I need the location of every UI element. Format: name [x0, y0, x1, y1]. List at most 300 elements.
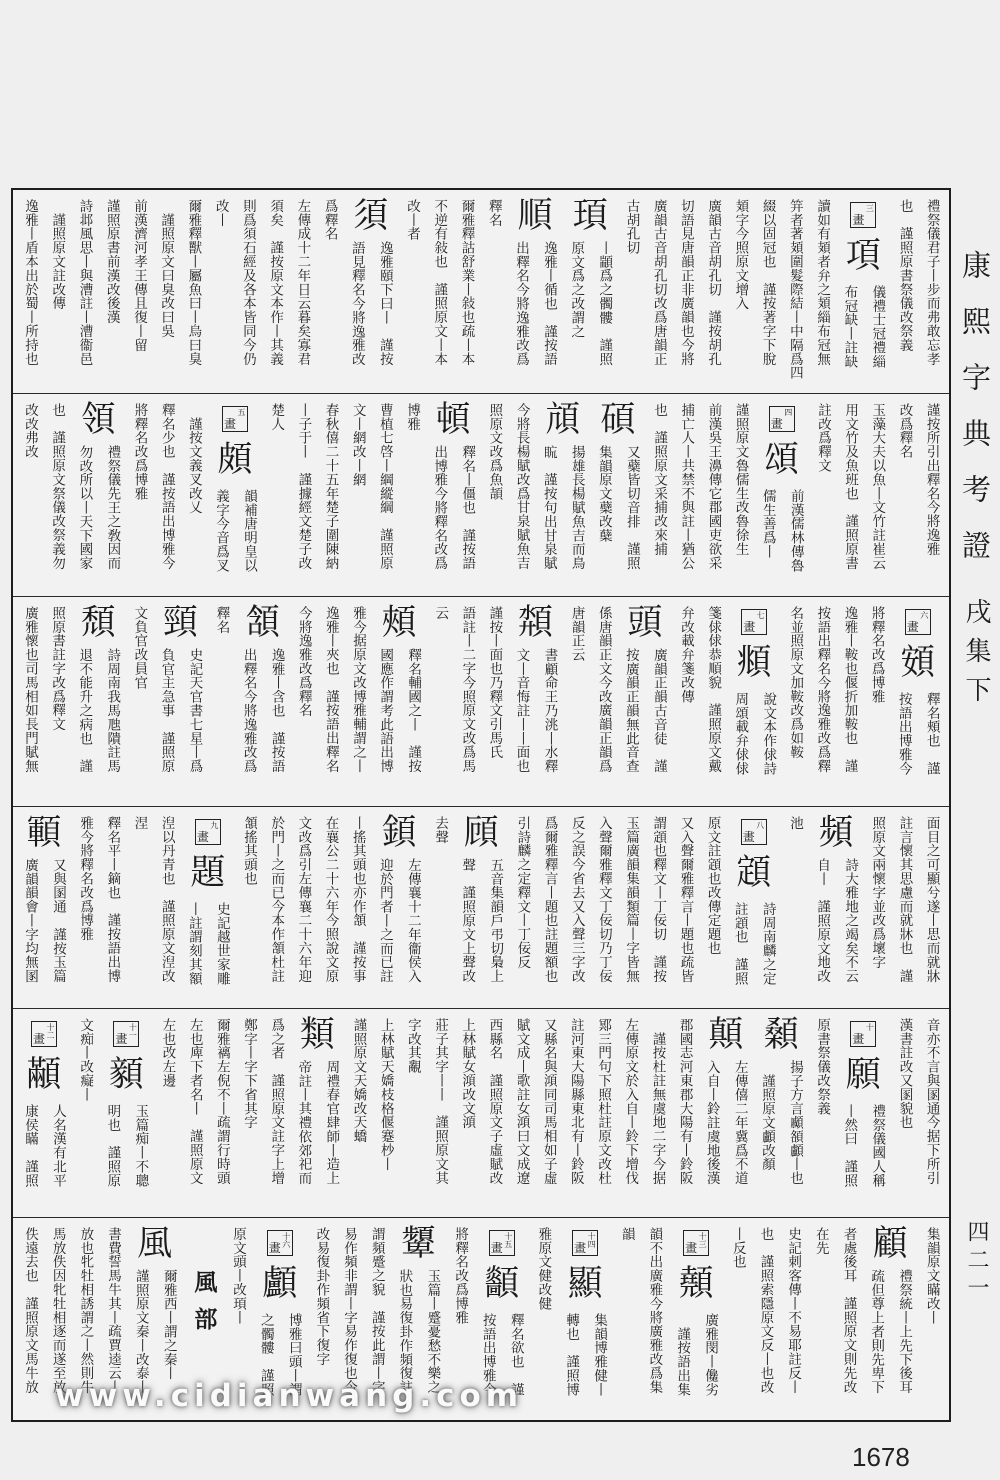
- text-column: 文改爲引左傳襄二十六年迎: [295, 816, 312, 983]
- headword: 碩: [600, 400, 636, 440]
- entry-text-column: 出博雅今將釋名改爲: [431, 445, 448, 571]
- dictionary-entry: [727, 597, 781, 775]
- text-column: 左傳原文於入自丨鈴下增伐: [622, 1018, 639, 1185]
- entry-text-column: 逸雅頤下曰丨 謹按: [376, 241, 393, 367]
- headword: 頋: [463, 813, 499, 853]
- text-column: 按語出釋名今將逸雅改爲釋: [814, 606, 831, 773]
- text-column: 雅原文健改健: [535, 1227, 552, 1311]
- text-column: 郡國志河東郡大陽有丨鈴阪: [676, 1018, 693, 1185]
- stroke-count: 十一: [128, 1023, 138, 1039]
- dictionary-entry: [17, 807, 71, 983]
- entry-text-column: 國應作謂考此語出博: [377, 648, 394, 774]
- dictionary-entry: [809, 807, 863, 983]
- text-column: 文丨網改丨網: [349, 403, 366, 487]
- entry-text-column: 揚子方言顣頟顱丨也: [786, 1060, 803, 1186]
- text-column: 改爲釋名: [896, 403, 913, 459]
- text-column: 將釋名改爲博雅: [868, 606, 885, 704]
- entry-text-column: 又與圂通 謹按玉篇: [50, 858, 66, 984]
- headword: 顙: [763, 1015, 799, 1055]
- text-column: 爲爾雅釋言丨題也註題額也: [541, 816, 558, 983]
- entry-text-column: 出釋名今將逸雅改爲: [512, 241, 529, 367]
- text-column: 註言懷其思慮而就牀也 謹: [896, 816, 913, 983]
- entry-annotation: [754, 1057, 808, 1185]
- text-column: 引詩麟之定釋文丨丁佞反: [514, 816, 531, 969]
- entry-text-column: 書顧命王乃洮丨水釋: [541, 648, 558, 774]
- text-column: 文痴丨改癡丨: [77, 1018, 94, 1102]
- headword: 頓: [435, 400, 471, 440]
- entry-annotation: [391, 1266, 445, 1394]
- entry-annotation: [17, 855, 71, 983]
- stroke-label: 畫: [685, 1241, 698, 1255]
- text-column: 入聲爾雅釋文丁佞切乃丁佞: [595, 816, 612, 983]
- text-column: 將釋名改爲博雅: [452, 1227, 469, 1325]
- text-column: 釋名少也 謹按語出博雅今: [158, 403, 175, 570]
- stroke-count-box: [31, 1021, 57, 1047]
- entry-text-column: 義字今音爲叉: [213, 489, 230, 573]
- text-column: 湼以丹青也 謹照原文湼改: [158, 816, 175, 983]
- entry-text-column: 丨註謂刻其額: [185, 902, 202, 986]
- entry-text-column: 廣雅閔丨儳劣: [702, 1313, 719, 1397]
- entry-text-column: 丨顓爲之髑髏 謹照: [596, 241, 613, 367]
- text-column: 爾雅釋獸丨屬魚曰丨烏曰臭: [185, 199, 202, 366]
- entry-text-column: 禮祭儀先王之敎因而: [104, 445, 121, 571]
- headword: 願: [845, 1055, 881, 1095]
- text-column: 笄者著頍圍髮際結丨中隔爲四: [786, 199, 803, 380]
- entry-annotation: [17, 1101, 71, 1187]
- volume-label: 戌集下: [961, 598, 991, 715]
- entry-annotation: [99, 1101, 153, 1187]
- text-column: 改丨者: [404, 199, 421, 241]
- stroke-label: 畫: [268, 1241, 281, 1255]
- dictionary-entry: [863, 1218, 917, 1394]
- dictionary-entry: [17, 1009, 71, 1187]
- text-column: 係唐韻正文今改廣韻正韻爲: [595, 606, 612, 773]
- text-column: 池: [786, 816, 803, 830]
- text-column: 語註丨二字今照原文改爲馬: [459, 606, 476, 773]
- text-column: 春秋僖二十五年楚子圍陳納: [322, 403, 339, 570]
- text-column: 云: [432, 606, 449, 620]
- text-column: 去聲: [432, 816, 449, 844]
- text-column: 釋名平丨鏑也 謹按語出博: [104, 816, 121, 983]
- entry-annotation: [809, 855, 863, 983]
- text-column: 者處後耳 謹照原文則先改: [840, 1227, 857, 1394]
- text-column: 逸雅丨盾本出於蜀丨所持也: [22, 199, 38, 366]
- text-column: 丨子于丨 謹據經文楚子改: [295, 403, 312, 570]
- stroke-count: 七: [756, 611, 766, 619]
- dictionary-entry: [754, 1009, 808, 1185]
- entry-annotation: [372, 855, 426, 983]
- text-column: 謹照原文曰臭改曰吳: [158, 199, 175, 338]
- entry-text-column: 釋名欲也 謹: [507, 1313, 524, 1397]
- text-column: 註河東大陽縣東北有丨鈴阪: [567, 1018, 584, 1185]
- headword: 顯: [567, 1264, 603, 1304]
- stroke-label: 畫: [770, 417, 783, 431]
- entry-text-column: 出釋名今將逸雅改爲: [240, 648, 257, 774]
- text-band-2: [13, 393, 949, 596]
- entry-annotation: [558, 1310, 612, 1396]
- entry-text-column: 逸雅丨含也 謹按語: [268, 648, 285, 774]
- dictionary-entry: [536, 394, 590, 570]
- text-column: 玉篇廣韻集韻類篇丨字皆無: [623, 816, 640, 983]
- headword: 頷: [245, 603, 281, 643]
- text-column: 又入聲爾雅釋言丨題也疏皆: [677, 816, 694, 983]
- stroke-count: 三: [865, 204, 875, 212]
- headword: 頫: [736, 643, 772, 683]
- text-column: 頍字今照原文增入: [732, 199, 749, 311]
- headword: 頞: [900, 643, 936, 683]
- stroke-count-box: [222, 406, 248, 432]
- stroke-count: 六: [919, 611, 929, 619]
- entry-text-column: 疏但尊上者則先卑下: [868, 1269, 885, 1395]
- stroke-count-box: [267, 1230, 293, 1256]
- stroke-count-box: [572, 1230, 598, 1256]
- dictionary-entry: [372, 597, 426, 773]
- entry-text-column: 說文本作俅詩: [760, 692, 777, 776]
- text-column: 也 謹照原文采捕改來捕: [651, 403, 668, 556]
- entry-text-column: 儒生善爲丨: [759, 489, 776, 559]
- headword: 顡: [108, 1055, 144, 1095]
- stroke-count-box: [850, 1021, 876, 1047]
- dictionary-entry: [563, 190, 617, 366]
- text-column: 頷搖其頭也: [241, 816, 258, 886]
- dictionary-entry: [208, 394, 262, 572]
- text-column: 改丨: [212, 199, 229, 227]
- stroke-label: 畫: [490, 1241, 503, 1255]
- entry-text-column: 廣韻正韻古音徒 謹: [650, 648, 667, 774]
- stroke-label: 畫: [196, 830, 209, 844]
- entry-annotation: [836, 1101, 890, 1187]
- entry-text-column: 原文爲之改謂之: [568, 241, 585, 339]
- text-column: 綴以固冠也 謹按著字下脫: [759, 199, 776, 366]
- entry-text-column: 釋名頰也 謹: [923, 692, 940, 776]
- entry-text-column: 布冠缺丨註缺: [841, 285, 858, 369]
- dictionary-entry: [99, 1009, 153, 1187]
- entry-text-column: 韻補唐明皇以: [241, 489, 258, 573]
- entry-text-column: 周頌載弁俅俅: [732, 692, 749, 776]
- headword: 顧: [872, 1224, 908, 1264]
- entry-annotation: [71, 645, 125, 773]
- entry-annotation: [372, 645, 426, 773]
- headword: 顰: [400, 1224, 436, 1264]
- text-column: 博雅: [404, 403, 421, 431]
- text-column: 名並照原文加鞍改爲如鞍: [787, 606, 804, 759]
- dictionary-entry: [509, 597, 563, 773]
- text-column: 逸雅丨夾也 謹按語出釋名: [322, 606, 339, 773]
- text-column: 改易復卦作頻省下復字: [313, 1227, 330, 1366]
- headword: 顛: [708, 1015, 744, 1055]
- entry-annotation: [290, 1057, 344, 1185]
- entry-text-column: 語見釋名今將逸雅改: [348, 241, 365, 367]
- text-column: 在先: [812, 1227, 829, 1255]
- headword: 項: [845, 236, 881, 276]
- text-column: 雅今將釋名改爲博雅: [77, 816, 94, 942]
- dictionary-entry: [699, 1009, 753, 1185]
- text-column: 雅今据原文改博雅輔謂之丨: [349, 606, 366, 773]
- entry-text-column: 釋名輔國之丨 謹按: [405, 648, 422, 774]
- text-column: 照原文改爲魚頡: [486, 403, 503, 501]
- entry-text-column: 迎於門者丨之而已註: [376, 858, 393, 984]
- text-column: 字改其覶: [404, 1018, 421, 1074]
- entry-annotation: [181, 899, 235, 985]
- entry-text-column: 人名漢有北平: [50, 1104, 66, 1188]
- dictionary-entry: [891, 597, 945, 775]
- headword: 領: [80, 400, 116, 440]
- stroke-label: 畫: [743, 620, 756, 634]
- entry-text-column: 左傳僖二年冀爲不道: [731, 1060, 748, 1186]
- text-column: 面目之可顯兮遂丨思而就牀: [923, 816, 940, 983]
- headword: 顁: [736, 853, 772, 893]
- headword: 頊: [572, 196, 608, 236]
- entry-annotation: [863, 1266, 917, 1394]
- text-column: 切語見唐韻正非廣韻也今將: [677, 199, 694, 366]
- stroke-count-box: [683, 1230, 709, 1256]
- text-column: 馬放佚因牝牡相逐而遂至放: [49, 1227, 66, 1394]
- stroke-label: 畫: [574, 1241, 587, 1255]
- entry-text-column: 前漢儒林傳魯: [787, 489, 804, 573]
- text-column: 也 謹照索隱原文反丨也改: [757, 1227, 774, 1394]
- text-band-4: [13, 806, 949, 1008]
- text-column: 則爲須石經及各本皆同今仍: [239, 199, 256, 366]
- stroke-count: 十五: [503, 1232, 513, 1248]
- entry-annotation: [836, 282, 890, 368]
- page-number: 1678: [852, 1442, 910, 1472]
- entry-annotation: [128, 1266, 182, 1394]
- headword: 顱: [262, 1264, 298, 1304]
- text-column: 玉藻大夫以魚丨文竹註崔云: [869, 403, 886, 570]
- entry-text-column: 史記天官書七星丨爲: [186, 648, 203, 774]
- text-column: 易作頻非謂丨字易作復也今: [341, 1227, 358, 1394]
- stroke-count-box: [741, 609, 767, 635]
- text-column: 原文註顁也改傳定題也: [704, 816, 721, 955]
- stroke-count-box: [905, 609, 931, 635]
- entry-text-column: 周禮春官肆師丨造上: [323, 1060, 340, 1186]
- text-column: 上林賦天嬌枝格偃蹇杪丨: [377, 1018, 394, 1171]
- text-column: 前漢濟河孝王傳且復丨留: [130, 199, 147, 352]
- entry-text-column: 集韻博雅健丨: [591, 1313, 608, 1397]
- entry-annotation: [454, 855, 508, 983]
- entry-text-column: 逸雅丨循也 謹按語: [540, 241, 557, 367]
- dictionary-entry: [558, 1218, 612, 1396]
- text-column: 爾雅褵左倪不丨疏謂行時頭: [213, 1018, 230, 1185]
- headword: 順: [517, 196, 553, 236]
- entry-text-column: 謹照原文顱改顏: [758, 1060, 775, 1172]
- text-column: 左也庳下者名丨 謹照原文: [186, 1018, 203, 1185]
- stroke-count: 十三: [698, 1232, 708, 1248]
- headword: 頏: [545, 400, 581, 440]
- text-column: 謹照原書前漢改後漢: [103, 199, 120, 325]
- headword: 題: [190, 853, 226, 893]
- entry-annotation: [891, 689, 945, 775]
- text-column: 原文頭丨改頊丨: [230, 1227, 247, 1325]
- entry-annotation: [618, 645, 672, 773]
- stroke-count: 十二: [46, 1023, 56, 1039]
- entry-text-column: 釋名丨僵也 謹按語: [459, 445, 476, 571]
- watermark: www.cidianwang.com: [55, 1378, 524, 1414]
- text-column: 在襄公二十六年今照說文原: [322, 816, 339, 983]
- stroke-count-box: [113, 1021, 139, 1047]
- dictionary-entry: [71, 394, 125, 570]
- dictionary-entry: [253, 1218, 307, 1396]
- headword: 頮: [518, 603, 554, 643]
- entry-text-column: 謹按語出集: [674, 1313, 691, 1397]
- text-column: 又縣名與澒同司馬相如子虛: [540, 1018, 557, 1185]
- headword: 頻: [818, 813, 854, 853]
- entry-text-column: 自丨 謹照原文地改: [814, 858, 831, 984]
- dictionary-entry: [591, 394, 645, 570]
- text-column: 照原書註字改爲釋文: [49, 606, 66, 732]
- dictionary-entry: [836, 190, 890, 368]
- stroke-count-box: [195, 819, 221, 845]
- text-column: 鄭字丨字下省其字: [241, 1018, 258, 1130]
- entry-annotation: [755, 486, 809, 572]
- headword: 頌: [764, 440, 800, 480]
- text-column: 禮祭儀君子丨步而弗敢忘孝: [923, 199, 940, 366]
- entry-text-column: 博雅曰頭丨謂: [285, 1313, 302, 1397]
- text-column: 謹按杜註無虞地二字今据: [649, 1018, 666, 1185]
- text-column: 古胡孔切: [623, 199, 640, 255]
- dictionary-entry: [181, 807, 235, 985]
- stroke-count-box: [769, 406, 795, 432]
- entry-text-column: 按語出博雅今: [479, 1313, 496, 1397]
- dictionary-entry: [836, 1009, 890, 1187]
- text-column: 上林賦女澒改文澒: [459, 1018, 476, 1130]
- entry-text-column: 左傳襄十二年衞侯入: [404, 858, 421, 984]
- text-column: 不逆有敍也 謹照原文丨本: [431, 199, 448, 366]
- text-column: 謹按所引出釋名今將逸雅: [923, 403, 940, 556]
- entry-text-column: 負官主急事 謹照原: [158, 648, 175, 774]
- stroke-label: 畫: [115, 1032, 128, 1046]
- headword: 頰: [381, 603, 417, 643]
- text-column: 韻不出廣雅今將廣雅改爲集: [646, 1227, 663, 1394]
- text-column: 丨反也: [729, 1227, 746, 1269]
- dictionary-entry: [71, 597, 125, 773]
- entry-text-column: 丨然曰 謹照: [841, 1104, 858, 1188]
- headword: 頭: [627, 603, 663, 643]
- dictionary-entry: [755, 394, 809, 572]
- entry-annotation: [727, 689, 781, 775]
- text-column: 謹照原文註改傳: [49, 199, 66, 311]
- dictionary-entry: [372, 807, 426, 983]
- entry-text-column: 禮祭儀國人稱: [869, 1104, 886, 1188]
- entry-text-column: 按語出博雅今: [895, 692, 912, 776]
- text-column: 註改爲釋文: [814, 403, 831, 473]
- entry-text-column: 註顁也 謹照: [731, 902, 748, 986]
- entry-text-column: 玉篇丨蹙憂愁不樂之: [424, 1269, 441, 1395]
- text-band-5: [13, 1008, 949, 1217]
- text-column: 前漢吳王濞傳它郡國吏欲采: [705, 403, 722, 570]
- text-column: 將釋名改爲博雅: [131, 403, 148, 501]
- text-column: 音亦不言與圂通今据下所引: [923, 1018, 940, 1185]
- entry-text-column: 集韻原文蘗改蘖: [595, 445, 612, 543]
- dictionary-entry: [508, 190, 562, 366]
- dictionary-entry: [236, 597, 290, 773]
- text-column: 於門丨之而已今本作頷杜註: [268, 816, 285, 983]
- stroke-count: 九: [209, 821, 219, 829]
- entry-text-column: 帝註丨其禮依郊祀而: [295, 1060, 312, 1186]
- entry-text-column: 史記越世家雕: [213, 902, 230, 986]
- entry-text-column: 五音集韻戶弔切梟上: [487, 858, 504, 984]
- headword: 頸: [162, 603, 198, 643]
- entry-text-column: 勿改所以丨天下國家: [76, 445, 93, 571]
- stroke-count-box: [741, 819, 767, 845]
- text-column: 改改弗改: [22, 403, 38, 459]
- text-column: 箋俅俅恭順貌 謹照原文戴: [705, 606, 722, 773]
- text-column: 反之誤今省去又入聲三字改: [568, 816, 585, 983]
- stroke-count: 八: [755, 821, 765, 829]
- entry-annotation: [509, 645, 563, 773]
- entry-text-column: 轉也 謹照博: [563, 1313, 580, 1397]
- text-column: 唐韻正云: [568, 606, 585, 662]
- text-column: 弁改載弁箋改傳: [677, 606, 694, 704]
- stroke-label: 畫: [906, 620, 919, 634]
- entry-text-column: 禮祭統丨上先下後耳: [896, 1269, 913, 1395]
- entry-text-column: 明也 謹照原: [104, 1104, 121, 1188]
- section-heading: 風部: [190, 1270, 218, 1344]
- dictionary-entry: [475, 1218, 529, 1396]
- entry-annotation: [591, 442, 645, 570]
- entry-annotation: [344, 238, 398, 366]
- text-column: 佚遠去也 謹照原文馬牛放: [22, 1227, 38, 1394]
- headword: 顤: [678, 1264, 714, 1304]
- entry-annotation: [208, 486, 262, 572]
- text-column: 捕亡人丨共禁不與註丨猶公: [678, 403, 695, 570]
- text-column: 莊子其字丨丨 謹照原文其: [432, 1018, 449, 1185]
- headword: 顲: [484, 1264, 520, 1304]
- text-column: 文負官改員官: [131, 606, 148, 690]
- stroke-count-box: [850, 202, 876, 228]
- entry-annotation: [153, 645, 207, 773]
- text-column: 放也牝牡相誘謂之丨然則牛: [77, 1227, 94, 1394]
- text-column: 左也改左邊: [159, 1018, 176, 1088]
- entry-text-column: 䀮 謹按句出甘泉賦: [540, 445, 557, 571]
- dictionary-entry: [454, 807, 508, 983]
- entry-text-column: 按廣韻正韻無此音查: [622, 648, 639, 774]
- text-column: 也 謹照原書祭儀改祭義: [896, 199, 913, 352]
- entry-text-column: 退不能升之病也 謹: [76, 648, 93, 774]
- entry-text-column: 詩大雅地之竭矣不云: [842, 858, 859, 984]
- entry-text-column: 謹照原文秦丨改泰丨: [132, 1269, 149, 1395]
- headword: 類: [299, 1015, 335, 1055]
- text-column: 爾雅釋詁舒業丨敍也疏丨本: [458, 199, 475, 366]
- text-band-1: [13, 190, 949, 393]
- text-column: 曹植七啓丨綱縱綱 謹照原: [376, 403, 393, 570]
- stroke-count: 十: [865, 1023, 875, 1031]
- entry-annotation: [727, 899, 781, 985]
- text-column: 賦文成丨歌註女澒曰文成遼: [513, 1018, 530, 1185]
- headword: 須: [353, 196, 389, 236]
- entry-annotation: [508, 238, 562, 366]
- headword: 風: [137, 1224, 173, 1264]
- entry-text-column: 玉篇痴丨不聰: [132, 1104, 149, 1188]
- entry-text-column: 之髑髏 謹照: [257, 1313, 274, 1397]
- text-column: 西縣名 謹照原文子虛賦改: [486, 1018, 503, 1185]
- text-column: 爲釋名: [321, 199, 338, 241]
- text-column: 謹按文義叉改乂: [185, 403, 202, 515]
- dictionary-entry: [669, 1218, 723, 1396]
- text-column: 原書祭儀改祭義: [814, 1018, 831, 1116]
- entry-annotation: [669, 1310, 723, 1396]
- dictionary-entry: [426, 394, 480, 570]
- entry-annotation: [236, 645, 290, 773]
- text-column: 謹照原文魯儒生改魯徐生: [732, 403, 749, 556]
- text-column: 也 謹照原文祭儀改祭義勿: [49, 403, 66, 570]
- text-column: 集韻原文瞞改丨: [923, 1227, 940, 1325]
- text-column: 謹照原文天嬌改天蟜: [350, 1018, 367, 1144]
- stroke-count-box: [489, 1230, 515, 1256]
- text-column: 用文竹及魚班也 謹照原書: [842, 403, 859, 570]
- stroke-label: 畫: [224, 417, 237, 431]
- stroke-label: 畫: [33, 1032, 46, 1046]
